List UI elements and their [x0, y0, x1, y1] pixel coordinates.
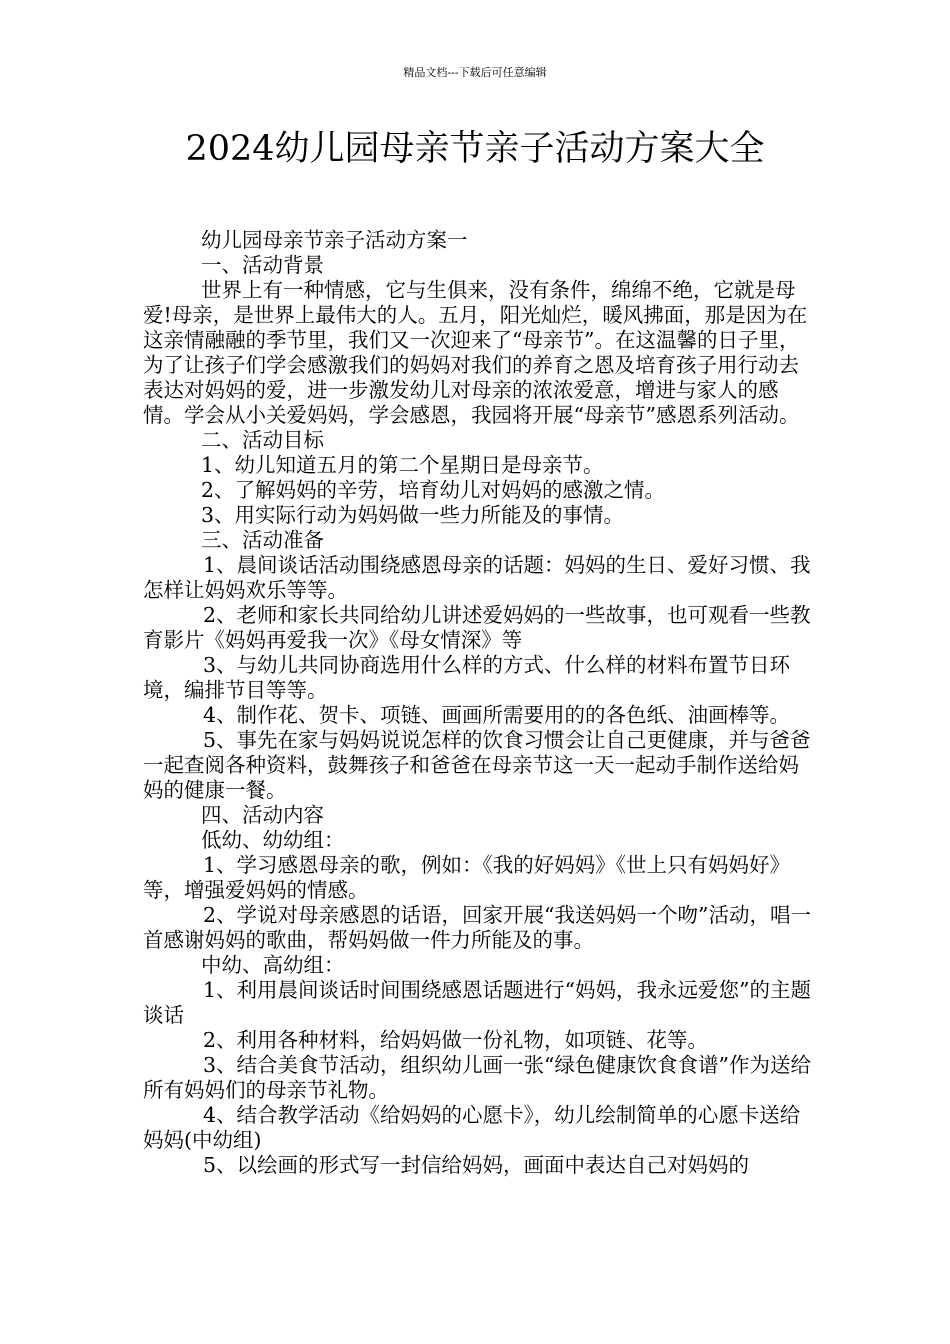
content-item: 1、学习感恩母亲的歌，例如：《我的好妈妈》《世上只有妈妈好》等，增强爱妈妈的情感。 — [143, 853, 791, 902]
goal-item: 2、了解妈妈的辛劳，培育幼儿对妈妈的感激之情。 — [201, 478, 666, 502]
heading-preparation: 三、活动准备 — [201, 528, 324, 552]
preparation-item: 4、制作花、贺卡、项链、画画所需要用的的各色纸、油画棒等。 — [203, 703, 791, 727]
content-item: 2、利用各种材料，给妈妈做一份礼物，如项链、花等。 — [203, 1028, 709, 1052]
section-plan-title: 幼儿园母亲节亲子活动方案一 — [201, 228, 468, 252]
content-item: 1、利用晨间谈话时间围绕感恩话题进行“妈妈，我永远爱您”的主题谈话 — [143, 978, 812, 1027]
content-item: 3、结合美食节活动，组织幼儿画一张“绿色健康饮食食谱”作为送给所有妈妈们的母亲节礼物。 — [143, 1053, 812, 1102]
paragraph-background: 世界上有一种情感，它与生俱来，没有条件，绵绵不绝，它就是母爱!母亲，是世界上最伟大的人。五月，阳光灿烂，暖风拂面，那是因为在这亲情融融的季节里，我们又一次迎来了“母亲节”。在这温馨的日子里，为了让孩子们学会感激我们的妈妈对我们的养育之恩及培育孩子用行动去表达对妈妈的爱，进一步激发幼儿对母亲的浓浓爱意，增进与家人的感情。学会从小关爱妈妈，学会感恩，我园将开展“母亲节”感恩系列活动。 — [143, 278, 808, 427]
heading-background: 一、活动背景 — [201, 253, 324, 277]
document-body — [143, 228, 811, 1178]
content-item: 2、学说对母亲感恩的话语，回家开展“我送妈妈一个吻”活动，唱一首感谢妈妈的歌曲，帮妈妈做一件力所能及的事。 — [143, 903, 812, 952]
content-item: 4、结合教学活动《给妈妈的心愿卡》，幼儿绘制简单的心愿卡送给妈妈(中幼组) — [143, 1103, 801, 1152]
goal-item: 3、用实际行动为妈妈做一些力所能及的事情。 — [201, 503, 625, 527]
document-title: 2024幼儿园母亲节亲子活动方案大全 — [185, 129, 765, 169]
heading-goals: 二、活动目标 — [201, 428, 324, 452]
group-heading: 低幼、幼幼组： — [201, 828, 345, 852]
preparation-item: 5、事先在家与妈妈说说怎样的饮食习惯会让自己更健康，并与爸爸一起查阅各种资料，鼓舞孩子和爸爸在母亲节这一天一起动手制作送给妈妈的健康一餐。 — [143, 728, 811, 802]
content-item: 5、以绘画的形式写一封信给妈妈，画面中表达自己对妈妈的 — [203, 1153, 750, 1177]
preparation-item: 2、老师和家长共同给幼儿讲述爱妈妈的一些故事，也可观看一些教育影片《妈妈再爱我一次》《母女情深》等 — [143, 603, 811, 652]
heading-content: 四、活动内容 — [201, 803, 324, 827]
group-heading: 中幼、高幼组： — [201, 953, 345, 977]
page-header: 精品文档---下载后可任意编辑 — [403, 66, 547, 79]
preparation-item: 3、与幼儿共同协商选用什么样的方式、什么样的材料布置节日环境，编排节目等等。 — [143, 653, 791, 702]
goal-item: 1、幼儿知道五月的第二个星期日是母亲节。 — [201, 453, 604, 477]
preparation-item: 1、晨间谈话活动围绕感恩母亲的话题：妈妈的生日、爱好习惯、我怎样让妈妈欢乐等等。 — [143, 553, 811, 602]
